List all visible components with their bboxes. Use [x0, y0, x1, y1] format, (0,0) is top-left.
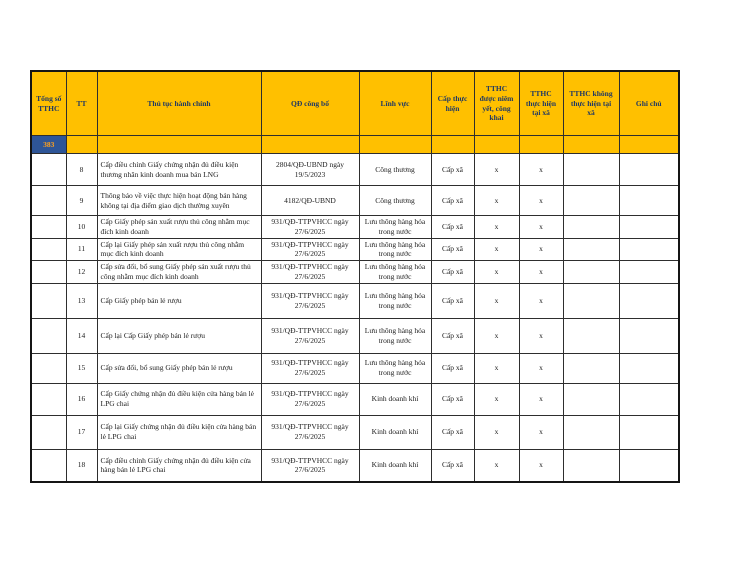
- khong-tai-xa-cell: [563, 216, 619, 239]
- table-row: [31, 216, 679, 239]
- linh-vuc-cell: Lưu thông hàng hóa trong nước: [359, 261, 431, 284]
- tong-so-empty-cell: [31, 318, 66, 353]
- tai-xa-mark-cell: x: [519, 283, 563, 318]
- tong-so-empty-cell: [31, 261, 66, 284]
- tai-xa-mark-cell: x: [519, 186, 563, 216]
- niem-yet-mark-cell: x: [474, 261, 519, 284]
- total-row-empty-cell: [66, 136, 97, 154]
- tt-cell: 13: [66, 283, 97, 318]
- cap-thuc-hien-cell: Cấp xã: [431, 216, 474, 239]
- linh-vuc-cell: Công thương: [359, 154, 431, 186]
- name-cell: Cấp Giấy chứng nhận đủ điều kiện cửa hàng bán lẻ LPG chai: [97, 383, 261, 415]
- total-row-empty-cell: [261, 136, 359, 154]
- tong-so-empty-cell: [31, 383, 66, 415]
- name-cell: Cấp lại Giấy phép sản xuất rượu thủ công nhằm mục đích kinh doanh: [97, 238, 261, 261]
- ghi-chu-cell: [619, 186, 679, 216]
- khong-tai-xa-cell: [563, 383, 619, 415]
- col-header-thuc-hien-tai-xa: TTHC thực hiện tại xã: [519, 71, 563, 136]
- cap-thuc-hien-cell: Cấp xã: [431, 261, 474, 284]
- tai-xa-mark-cell: x: [519, 449, 563, 482]
- total-row-empty-cell: [359, 136, 431, 154]
- tthc-table-container: [30, 70, 680, 483]
- col-header-niem-yet-cong-khai: TTHC được niêm yết, công khai: [474, 71, 519, 136]
- total-row-empty-cell: [619, 136, 679, 154]
- name-cell: Cấp lại Cấp Giấy phép bán lẻ rượu: [97, 318, 261, 353]
- linh-vuc-cell: Kinh doanh khí: [359, 415, 431, 449]
- linh-vuc-cell: Lưu thông hàng hóa trong nước: [359, 318, 431, 353]
- niem-yet-mark-cell: x: [474, 415, 519, 449]
- niem-yet-mark-cell: x: [474, 238, 519, 261]
- tong-so-empty-cell: [31, 283, 66, 318]
- khong-tai-xa-cell: [563, 318, 619, 353]
- total-row-empty-cell: [97, 136, 261, 154]
- khong-tai-xa-cell: [563, 154, 619, 186]
- tong-so-empty-cell: [31, 449, 66, 482]
- ghi-chu-cell: [619, 261, 679, 284]
- khong-tai-xa-cell: [563, 283, 619, 318]
- khong-tai-xa-cell: [563, 449, 619, 482]
- tthc-table: [30, 70, 680, 483]
- tt-cell: 14: [66, 318, 97, 353]
- ghi-chu-cell: [619, 283, 679, 318]
- name-cell: Cấp điều chỉnh Giấy chứng nhận đủ điều kiện thương nhân kinh doanh mua bán LNG: [97, 154, 261, 186]
- niem-yet-mark-cell: x: [474, 283, 519, 318]
- total-row-empty-cell: [431, 136, 474, 154]
- tai-xa-mark-cell: x: [519, 154, 563, 186]
- niem-yet-mark-cell: x: [474, 318, 519, 353]
- col-header-tt: TT: [66, 71, 97, 136]
- qd-cell: 931/QĐ-TTPVHCC ngày 27/6/2025: [261, 449, 359, 482]
- total-tthc-count: 383: [31, 136, 66, 154]
- header-row: [31, 71, 679, 136]
- linh-vuc-cell: Lưu thông hàng hóa trong nước: [359, 216, 431, 239]
- qd-cell: 931/QĐ-TTPVHCC ngày 27/6/2025: [261, 353, 359, 383]
- niem-yet-mark-cell: x: [474, 216, 519, 239]
- niem-yet-mark-cell: x: [474, 383, 519, 415]
- tong-so-empty-cell: [31, 415, 66, 449]
- linh-vuc-cell: Lưu thông hàng hóa trong nước: [359, 238, 431, 261]
- tt-cell: 18: [66, 449, 97, 482]
- table-row: [31, 283, 679, 318]
- cap-thuc-hien-cell: Cấp xã: [431, 154, 474, 186]
- qd-cell: 931/QĐ-TTPVHCC ngày 27/6/2025: [261, 415, 359, 449]
- col-header-thu-tuc-hanh-chinh: Thủ tục hành chính: [97, 71, 261, 136]
- table-row: [31, 154, 679, 186]
- total-row: [31, 136, 679, 154]
- ghi-chu-cell: [619, 238, 679, 261]
- ghi-chu-cell: [619, 318, 679, 353]
- khong-tai-xa-cell: [563, 186, 619, 216]
- cap-thuc-hien-cell: Cấp xã: [431, 186, 474, 216]
- total-row-empty-cell: [474, 136, 519, 154]
- qd-cell: 931/QĐ-TTPVHCC ngày 27/6/2025: [261, 283, 359, 318]
- ghi-chu-cell: [619, 154, 679, 186]
- tai-xa-mark-cell: x: [519, 318, 563, 353]
- khong-tai-xa-cell: [563, 415, 619, 449]
- table-row: [31, 449, 679, 482]
- table-row: [31, 353, 679, 383]
- ghi-chu-cell: [619, 449, 679, 482]
- table-row: [31, 186, 679, 216]
- name-cell: Cấp Giấy phép bán lẻ rượu: [97, 283, 261, 318]
- qd-cell: 931/QĐ-TTPVHCC ngày 27/6/2025: [261, 238, 359, 261]
- tt-cell: 10: [66, 216, 97, 239]
- name-cell: Thông báo về việc thực hiện hoạt động bán hàng không tại địa điểm giao dịch thường xuyên: [97, 186, 261, 216]
- name-cell: Cấp sửa đổi, bổ sung Giấy phép bán lẻ rượu: [97, 353, 261, 383]
- ghi-chu-cell: [619, 353, 679, 383]
- col-header-linh-vuc: Lĩnh vực: [359, 71, 431, 136]
- tong-so-empty-cell: [31, 154, 66, 186]
- linh-vuc-cell: Kinh doanh khí: [359, 383, 431, 415]
- col-header-khong-thuc-hien-tai-xa: TTHC không thực hiện tại xã: [563, 71, 619, 136]
- table-row: [31, 238, 679, 261]
- tt-cell: 15: [66, 353, 97, 383]
- table-row: [31, 383, 679, 415]
- name-cell: Cấp điều chỉnh Giấy chứng nhận đủ điều kiện cửa hàng bán lẻ LPG chai: [97, 449, 261, 482]
- table-body: [31, 154, 679, 483]
- niem-yet-mark-cell: x: [474, 186, 519, 216]
- tong-so-empty-cell: [31, 353, 66, 383]
- ghi-chu-cell: [619, 216, 679, 239]
- cap-thuc-hien-cell: Cấp xã: [431, 283, 474, 318]
- table-row: [31, 261, 679, 284]
- cap-thuc-hien-cell: Cấp xã: [431, 353, 474, 383]
- linh-vuc-cell: Lưu thông hàng hóa trong nước: [359, 353, 431, 383]
- tt-cell: 16: [66, 383, 97, 415]
- qd-cell: 931/QĐ-TTPVHCC ngày 27/6/2025: [261, 318, 359, 353]
- tt-cell: 11: [66, 238, 97, 261]
- niem-yet-mark-cell: x: [474, 154, 519, 186]
- tai-xa-mark-cell: x: [519, 261, 563, 284]
- tai-xa-mark-cell: x: [519, 415, 563, 449]
- tt-cell: 12: [66, 261, 97, 284]
- linh-vuc-cell: Lưu thông hàng hóa trong nước: [359, 283, 431, 318]
- cap-thuc-hien-cell: Cấp xã: [431, 449, 474, 482]
- tai-xa-mark-cell: x: [519, 238, 563, 261]
- name-cell: Cấp lại Giấy chứng nhận đủ điều kiện cửa hàng bán lẻ LPG chai: [97, 415, 261, 449]
- total-row-empty-cell: [563, 136, 619, 154]
- qd-cell: 931/QĐ-TTPVHCC ngày 27/6/2025: [261, 261, 359, 284]
- tong-so-empty-cell: [31, 216, 66, 239]
- qd-cell: 4182/QĐ-UBND: [261, 186, 359, 216]
- tong-so-empty-cell: [31, 186, 66, 216]
- ghi-chu-cell: [619, 383, 679, 415]
- khong-tai-xa-cell: [563, 261, 619, 284]
- tt-cell: 17: [66, 415, 97, 449]
- tai-xa-mark-cell: x: [519, 216, 563, 239]
- ghi-chu-cell: [619, 415, 679, 449]
- table-row: [31, 318, 679, 353]
- qd-cell: 931/QĐ-TTPVHCC ngày 27/6/2025: [261, 383, 359, 415]
- tt-cell: 8: [66, 154, 97, 186]
- cap-thuc-hien-cell: Cấp xã: [431, 415, 474, 449]
- col-header-tong-so-tthc: Tổng số TTHC: [31, 71, 66, 136]
- khong-tai-xa-cell: [563, 238, 619, 261]
- cap-thuc-hien-cell: Cấp xã: [431, 318, 474, 353]
- total-row-empty-cell: [519, 136, 563, 154]
- tong-so-empty-cell: [31, 238, 66, 261]
- tai-xa-mark-cell: x: [519, 383, 563, 415]
- linh-vuc-cell: Kinh doanh khí: [359, 449, 431, 482]
- tt-cell: 9: [66, 186, 97, 216]
- name-cell: Cấp Giấy phép sản xuất rượu thủ công nhằm mục đích kinh doanh: [97, 216, 261, 239]
- tai-xa-mark-cell: x: [519, 353, 563, 383]
- niem-yet-mark-cell: x: [474, 353, 519, 383]
- linh-vuc-cell: Công thương: [359, 186, 431, 216]
- khong-tai-xa-cell: [563, 353, 619, 383]
- qd-cell: 2804/QĐ-UBND ngày 19/5/2023: [261, 154, 359, 186]
- table-row: [31, 415, 679, 449]
- cap-thuc-hien-cell: Cấp xã: [431, 383, 474, 415]
- cap-thuc-hien-cell: Cấp xã: [431, 238, 474, 261]
- col-header-cap-thuc-hien: Cấp thực hiện: [431, 71, 474, 136]
- name-cell: Cấp sửa đổi, bổ sung Giấy phép sản xuất rượu thủ công nhằm mục đích kinh doanh: [97, 261, 261, 284]
- col-header-ghi-chu: Ghi chú: [619, 71, 679, 136]
- niem-yet-mark-cell: x: [474, 449, 519, 482]
- qd-cell: 931/QĐ-TTPVHCC ngày 27/6/2025: [261, 216, 359, 239]
- col-header-qd-cong-bo: QĐ công bố: [261, 71, 359, 136]
